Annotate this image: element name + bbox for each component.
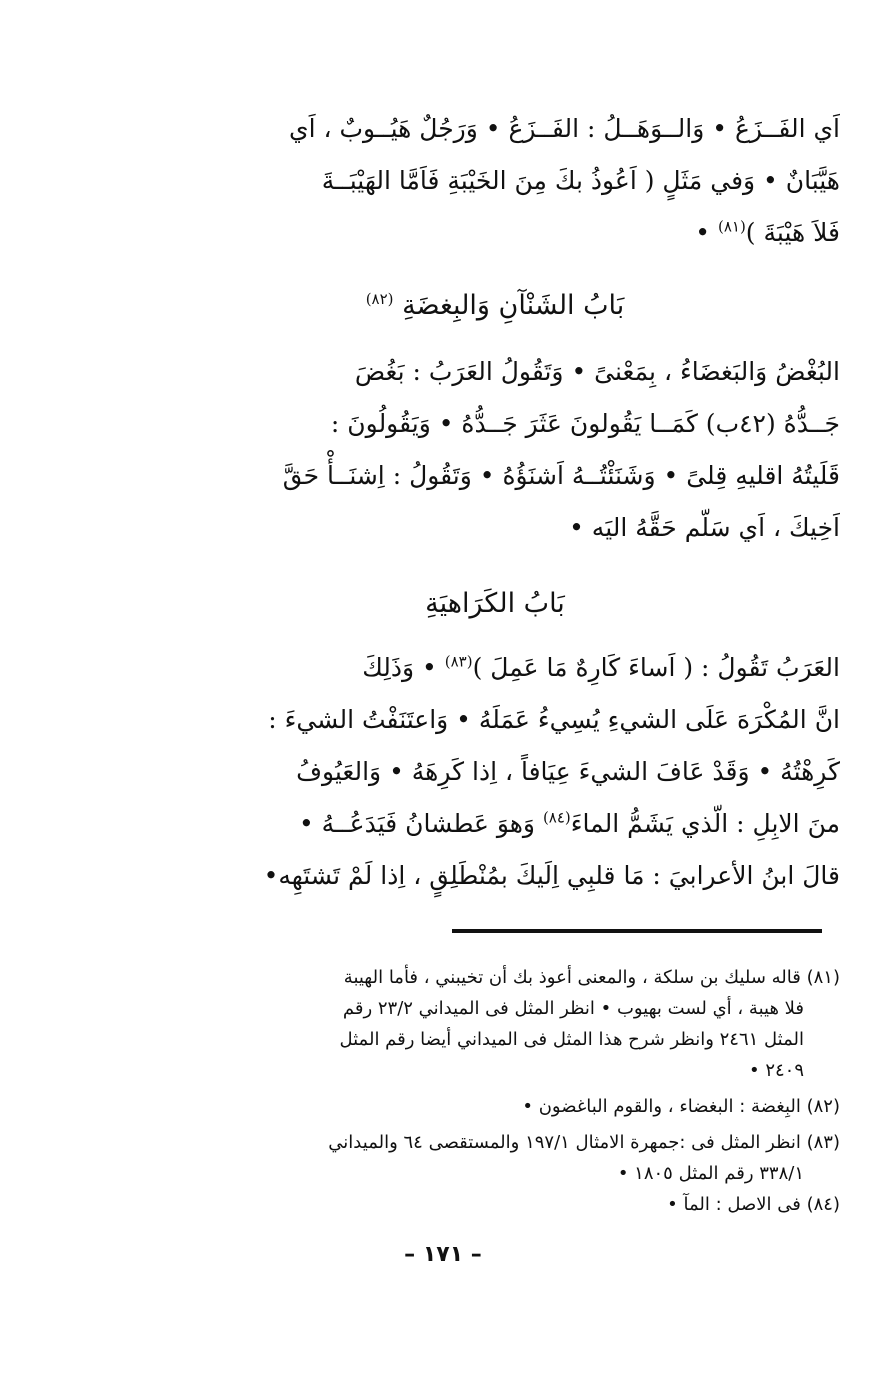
footnote-84 bbox=[150, 1189, 840, 1220]
footnote-ref: (٨٤) bbox=[542, 808, 571, 827]
footnote-separator bbox=[452, 929, 822, 933]
text-line: قَلَيتُهُ اقليهِ قِلىً • وَشَنَئْتُــهُ اَشنَؤُهُ • وَتَقُولُ : اِشنَــأْ حَقَّ bbox=[282, 461, 840, 490]
section-heading bbox=[150, 286, 840, 326]
footnote-line: المثل ٢٤٦١ وانظر شرح هذا المثل فى الميداني أيضا رقم المثل bbox=[339, 1029, 804, 1050]
paragraph-2 bbox=[150, 346, 840, 554]
footnote-line: فلا هيبة ، أي لست بهيوب • انظر المثل فى الميداني ٢٣/٢ رقم bbox=[342, 998, 804, 1019]
text-fragment: العَرَبُ تَقُولُ : ( اَساءَ كَارِهٌ مَا عَمِلَ ) bbox=[472, 653, 840, 682]
text-line: جَــدُّهُ (٤٢ب) كَمَــا يَقُولونَ عَثَرَ جَــدُّهُ • وَيَقُولُونَ : bbox=[330, 409, 840, 438]
paragraph-1 bbox=[150, 103, 840, 259]
footnote-ref: (٨١) bbox=[717, 217, 746, 236]
text-line bbox=[150, 798, 840, 850]
footnote-line: (٨٤) فى الاصل : المآ • bbox=[667, 1194, 840, 1215]
footnote-line: ٢٤٠٩ • bbox=[748, 1060, 804, 1081]
footnote-ref: (٨٢) bbox=[365, 290, 394, 308]
text-line: انَّ المُكْرَهَ عَلَى الشيءِ يُسِيءُ عَمَلَهُ • وَاعتَنَفْتُ الشيءَ : bbox=[268, 705, 840, 734]
footnote-line: (٨٢) البِغضة : البغضاء ، والقوم الباغضون • bbox=[522, 1096, 840, 1117]
text-line: اَخِيكَ ، اَي سَلّم حَقَّهُ اليَه • bbox=[569, 513, 840, 542]
footnote-line: ٣٣٨/١ رقم المثل ١٨٠٥ • bbox=[617, 1163, 804, 1184]
text-fragment: وَهوَ عَطشانُ فَيَدَعُــهُ • bbox=[298, 809, 543, 838]
page-number: – ١٧١ – bbox=[404, 1242, 482, 1267]
heading-text: بَابُ الشَنْآنِ وَالبِغضَةِ bbox=[402, 290, 625, 321]
text-line bbox=[150, 642, 840, 694]
footnotes bbox=[150, 962, 840, 1220]
footnote-82 bbox=[150, 1091, 840, 1122]
paragraph-3 bbox=[150, 642, 840, 902]
text-line: كَرِهْتُهُ • وَقَدْ عَافَ الشيءَ عِيَافاً ، اِذا كَرِهَهُ • وَالعَيُوفُ bbox=[296, 757, 840, 786]
footnote-81 bbox=[150, 962, 840, 1086]
section-heading bbox=[150, 584, 840, 624]
footnote-line: (٨٣) انظر المثل فى :جمهرة الامثال ١٩٧/١ والمستقصى ٦٤ والميداني bbox=[328, 1132, 840, 1153]
footnote-83 bbox=[150, 1127, 840, 1189]
text-line: قالَ ابنُ الأعرابيَ : مَا قلبِي اِلَيكَ بمُنْطَلِقٍ ، اِذا لَمْ تَشتَهِه• bbox=[263, 861, 840, 890]
footnote-ref: (٨٣) bbox=[444, 652, 473, 671]
text-fragment: منَ الابِلِ : الّذي يَشَمُّ الماءَ bbox=[570, 809, 840, 838]
text-line: اَي الفَــزَعُ • وَالــوَهَــلُ : الفَــزَعُ • وَرَجُلٌ هَيُــوبٌ ، اَي bbox=[289, 114, 840, 143]
text-line bbox=[150, 207, 840, 259]
heading-text: بَابُ الكَرَاهيَةِ bbox=[425, 588, 565, 619]
footnote-line: (٨١) قاله سليك بن سلكة ، والمعنى أعوذ بك أن تخيبني ، فأما الهيبة bbox=[343, 967, 840, 988]
text-fragment: فَلاَ هَيْبَةَ ) bbox=[745, 218, 840, 247]
text-line: البُغْضُ وَالبَغضَاءُ ، بِمَعْنىً • وَتَقُولُ العَرَبُ : بَغُضَ bbox=[354, 357, 840, 386]
text-fragment: • وَذَلِكَ bbox=[362, 653, 445, 682]
text-fragment: • bbox=[695, 218, 718, 247]
text-line: هَيَّبَانٌ • وَفي مَثَلٍ ( اَعُوذُ بكَ مِنَ الخَيْبَةِ فَاَمَّا الهَيْبَــةَ bbox=[321, 166, 840, 195]
